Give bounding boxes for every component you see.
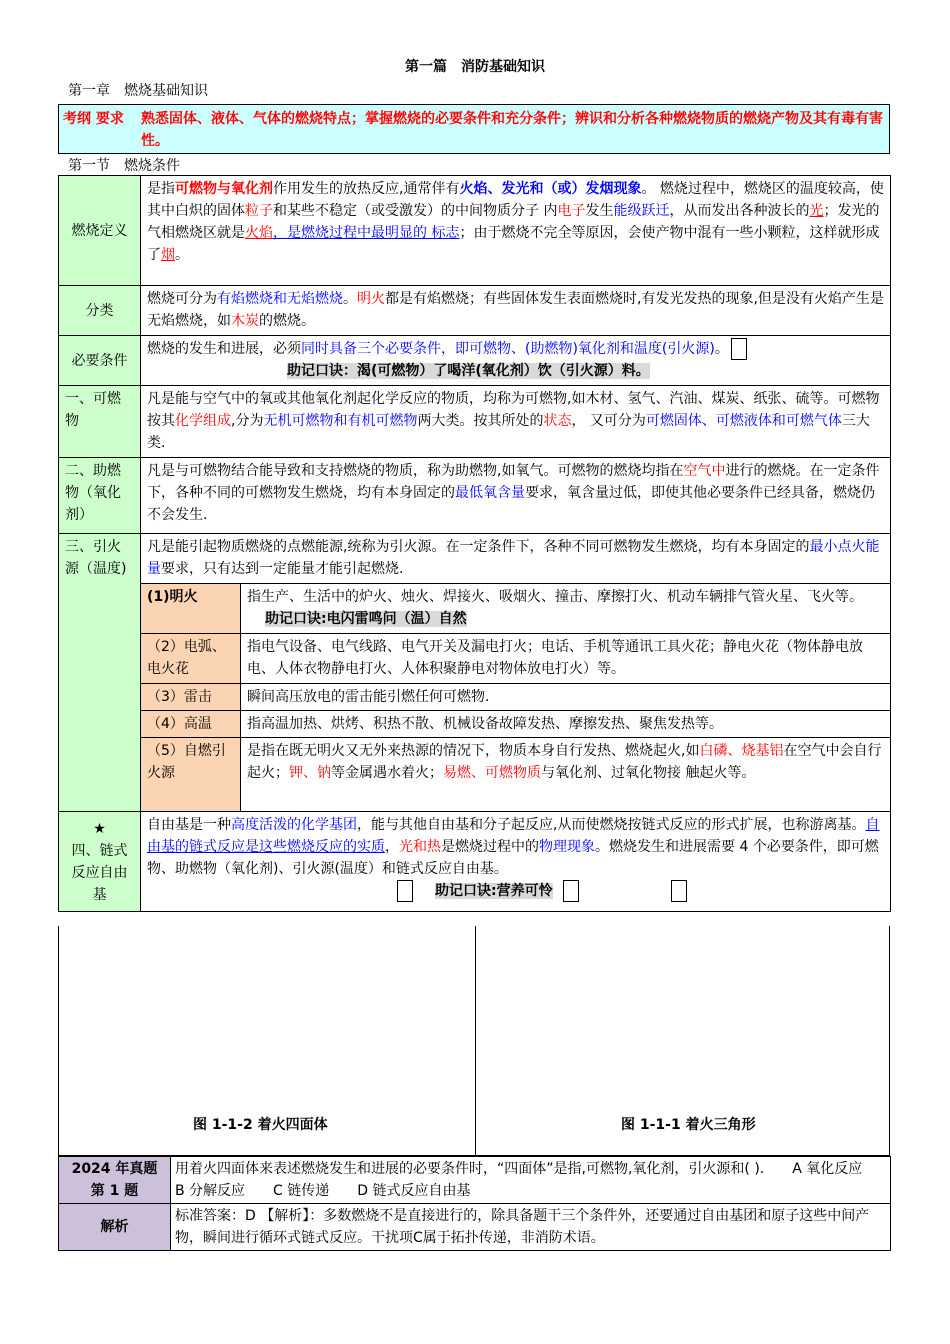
highlight-red: 空气中 — [683, 463, 726, 479]
syllabus-requirement — [58, 104, 890, 154]
highlight-blue: 自由基的链式反应是这些燃烧反应的实质 — [147, 817, 880, 855]
ignition-item-text — [241, 584, 891, 634]
definition-row — [59, 176, 891, 286]
analysis-row — [59, 1204, 891, 1251]
definition-body — [141, 176, 891, 286]
ignition-item-text: 指高温加热、烘烤、积热不散、机械设备故障发热、摩擦发热、聚焦发热等。 — [241, 711, 891, 738]
checkbox-icon — [563, 880, 579, 902]
highlight-blue: 最低氧含量 — [455, 485, 525, 501]
highlight-red: 烟 — [161, 247, 175, 263]
definition-head: 燃烧定义 — [59, 176, 141, 286]
ignition-item-heat — [59, 711, 891, 738]
ignition-item-text: 指电气设备、电气线路、电气开关及漏电打火；电话、手机等通讯工具火花；静电火花（物体静电放电、人体衣物静电打火、人体积聚静电对物体放电打火）等。 — [241, 634, 891, 684]
highlight-blue: 有焰燃烧和无焰燃烧 — [217, 291, 343, 307]
oxidizer-head: 二、助燃物（氧化剂） — [59, 458, 141, 534]
classification-row — [59, 286, 891, 336]
ignition-item-label: （5）自燃引火源 — [141, 738, 241, 812]
question-year: 2024 年真题 — [71, 1161, 158, 1177]
text: ；发光的气相燃烧区就是 — [147, 203, 880, 241]
text: 和某些不稳定（或受激发）的中间物质分子 内 — [273, 203, 558, 219]
text: 是指 — [147, 181, 175, 197]
highlight-blue: 无机可燃物和有机可燃物 — [263, 413, 418, 429]
combustible-body — [141, 386, 891, 458]
ignition-item-label: （3）雷击 — [141, 684, 241, 711]
highlight-blue: 物理现象 — [539, 839, 595, 855]
text: ,分为 — [231, 413, 264, 429]
knowledge-table — [58, 175, 891, 912]
syllabus-text: 熟悉固体、液体、气体的燃烧特点；掌握燃烧的必要条件和充分条件；辨识和分析各种燃烧物质的燃烧产物及其有毒有害性。 — [141, 111, 883, 149]
highlight-red: 粒子 — [245, 203, 273, 219]
highlight-blue: 高度活泼的化学基团 — [231, 817, 357, 833]
text: 等金属遇水着火； — [331, 765, 443, 781]
checkbox-icon — [731, 338, 747, 360]
figure-divider — [475, 926, 476, 1155]
exam-question-table — [58, 1156, 891, 1251]
highlight-red: 光 — [809, 203, 824, 219]
text: 要求，只有达到一定能量才能引起燃烧. — [161, 561, 404, 577]
ignition-item-label: （4）高温 — [141, 711, 241, 738]
text: 是指在既无明火又无外来热源的情况下，物质本身自行发热、燃烧起火,如 — [247, 743, 700, 759]
highlight-blue: 可燃固体、可燃液体和可燃气体 — [645, 413, 842, 429]
text: ， — [385, 839, 399, 855]
ignition-row — [59, 534, 891, 584]
chain-body — [141, 812, 891, 912]
highlight-red: 木炭 — [231, 313, 259, 329]
ignition-item-self — [59, 738, 891, 812]
ignition-head: 三、引火源（温度) — [59, 534, 141, 812]
highlight-red: 化学组成 — [175, 413, 231, 429]
ignition-body — [141, 534, 891, 584]
text: 三大类. — [147, 413, 870, 451]
analysis-text: 标准答案：D 【解析】：多数燃烧不是直接进行的，除具备题干三个条件外，还要通过自由基团和原子这些中间产物，瞬间进行循环式链式反应。干扰项C属于拓扑传递，非消防术语。 — [171, 1204, 891, 1251]
combustible-head: 一、可燃物 — [59, 386, 141, 458]
text: ， 又可分为 — [571, 413, 646, 429]
question-number: 第 1 题 — [90, 1183, 139, 1199]
text: ，从而发出各种波长的 — [669, 203, 810, 219]
text: 进行的燃烧。在一定条件下，各种不同的可燃物发生燃烧，均有本身固定的 — [147, 463, 880, 501]
text: 燃烧的发生和进展，必须 — [147, 341, 301, 357]
text: 发生 — [585, 203, 614, 219]
text: 两大类。按其所处的 — [417, 413, 544, 429]
ignition-item-open-flame — [59, 584, 891, 634]
text: 在空气中会自行起火； — [247, 743, 882, 781]
text: 都是有焰燃烧；有些固体发生表面燃烧时,有发光发热的现象,但是没有火焰产生是无焰燃烧，如 — [147, 291, 884, 329]
figure-area — [58, 926, 890, 1156]
text: 。 燃烧过程中，燃烧区的温度较高，使其中白炽的固体 — [147, 181, 884, 219]
ignition-item-lightning — [59, 684, 891, 711]
highlight-red: 火焰 — [245, 225, 273, 241]
oxidizer-body — [141, 458, 891, 534]
conditions-body — [141, 336, 891, 386]
text: 指生产、生活中的炉火、烛火、焊接火、吸烟火、撞击、摩擦打火、机动车辆排气管火星、飞火等。 — [247, 589, 863, 605]
mnemonic: 助记口诀:电闪雷鸣问（温）自然 — [265, 611, 467, 627]
text: 凡是能与空气中的氧或其他氧化剂起化学反应的物质，均称为可燃物,如木材、氢气、汽油、煤炭、纸张、硫等。可燃物按其 — [147, 391, 880, 429]
text: ，能与其他自由基和分子起反应,从而使燃烧按链式反应的形式扩展，也称游离基。 — [357, 817, 866, 833]
ignition-item-text: 瞬间高压放电的雷击能引燃任何可燃物. — [241, 684, 891, 711]
highlight-blue: 火焰、发光和（或）发烟现象 — [459, 181, 642, 197]
page-title: 第一篇 消防基础知识 — [405, 59, 545, 75]
chain-head — [59, 812, 141, 912]
text: 凡是能引起物质燃烧的点燃能源,统称为引火源。在一定条件下，各种不同可燃物发生燃烧，均有本身固定的 — [147, 539, 810, 555]
text: 燃烧可分为 — [147, 291, 217, 307]
highlight-red: 状态 — [543, 413, 572, 429]
syllabus-label: 考纲 要求 — [63, 111, 124, 127]
text: 的燃烧。 — [259, 313, 315, 329]
text: 是燃烧过程中的 — [441, 839, 539, 855]
section-title: 第一节 燃烧条件 — [68, 158, 180, 174]
text: 。 — [175, 247, 189, 263]
highlight-red: 电子 — [557, 203, 586, 219]
mnemonic: 助记口诀：渴(可燃物）了喝洋(氧化剂）饮（引火源）料。 — [287, 363, 650, 379]
highlight-red: 易燃、可燃物质 — [443, 765, 541, 781]
text: 要求，氧含量过低，即使其他必要条件已经具备，燃烧仍不会发生. — [147, 485, 875, 523]
text: 与氧化剂、过氧化物接 触起火等。 — [541, 765, 756, 781]
classification-head: 分类 — [59, 286, 141, 336]
chapter-title: 第一章 燃烧基础知识 — [68, 83, 208, 99]
text: 。燃烧发生和进展需要 4 个必要条件，即可燃物、助燃物（氧化剂)、引火源(温度）和链式反应自由基。 — [147, 839, 879, 877]
classification-body — [141, 286, 891, 336]
highlight-red: 明火 — [357, 291, 385, 307]
highlight-blue: ，是燃烧过程中最明显的 标志 — [273, 225, 460, 241]
chain-head-label: 四、链式反应自由基 — [71, 842, 128, 903]
analysis-label: 解析 — [59, 1204, 171, 1251]
text: 。 — [714, 341, 729, 357]
ignition-item-label: （2）电弧、电火花 — [141, 634, 241, 684]
text: 作用发生的放热反应,通常伴有 — [273, 181, 460, 197]
checkbox-icon — [671, 880, 687, 902]
figure-caption-triangle: 图 1-1-1 着火三角形 — [621, 1117, 756, 1133]
ignition-item-label: (1)明火 — [141, 584, 241, 634]
highlight-red: 白磷、烧基铝 — [699, 743, 784, 759]
figure-caption-tetrahedron: 图 1-1-2 着火四面体 — [193, 1117, 328, 1133]
chain-row — [59, 812, 891, 912]
question-row — [59, 1157, 891, 1204]
combustible-row — [59, 386, 891, 458]
highlight-blue: 最小点火能量 — [147, 539, 880, 577]
ignition-item-text — [241, 738, 891, 812]
highlight-blue: 同时具备三个必要条件，即可燃物、(助燃物)氧化剂和温度(引火源) — [301, 341, 715, 357]
text: 凡是与可燃物结合能导致和支持燃烧的物质，称为助燃物,如氧气。可燃物的燃烧均指在 — [147, 463, 684, 479]
highlight-red: 可燃物与氧化剂 — [175, 181, 273, 197]
highlight-red: 光和热 — [399, 839, 441, 855]
ignition-item-arc — [59, 634, 891, 684]
conditions-head: 必要条件 — [59, 336, 141, 386]
highlight-blue: 能级跃迁 — [613, 203, 670, 219]
text: 自由基是一种 — [147, 817, 231, 833]
star-icon: ★ — [93, 820, 106, 837]
oxidizer-row — [59, 458, 891, 534]
question-label — [59, 1157, 171, 1204]
conditions-row — [59, 336, 891, 386]
text: 。 — [343, 291, 357, 307]
question-text: 用着火四面体来表述燃烧发生和进展的必要条件时，“四面体”是指,可燃物,氧化剂，引火源和( ). A 氧化反应 B 分解反应 C 链传递 D 链式反应自由基 — [171, 1157, 891, 1204]
highlight-red: 钾、钠 — [289, 765, 331, 781]
checkbox-icon — [397, 880, 413, 902]
mnemonic: 助记口诀:营养可怜 — [435, 883, 553, 899]
text: ；由于燃烧不完全等原因，会使产物中混有一些小颗粒，这样就形成了 — [147, 225, 880, 263]
